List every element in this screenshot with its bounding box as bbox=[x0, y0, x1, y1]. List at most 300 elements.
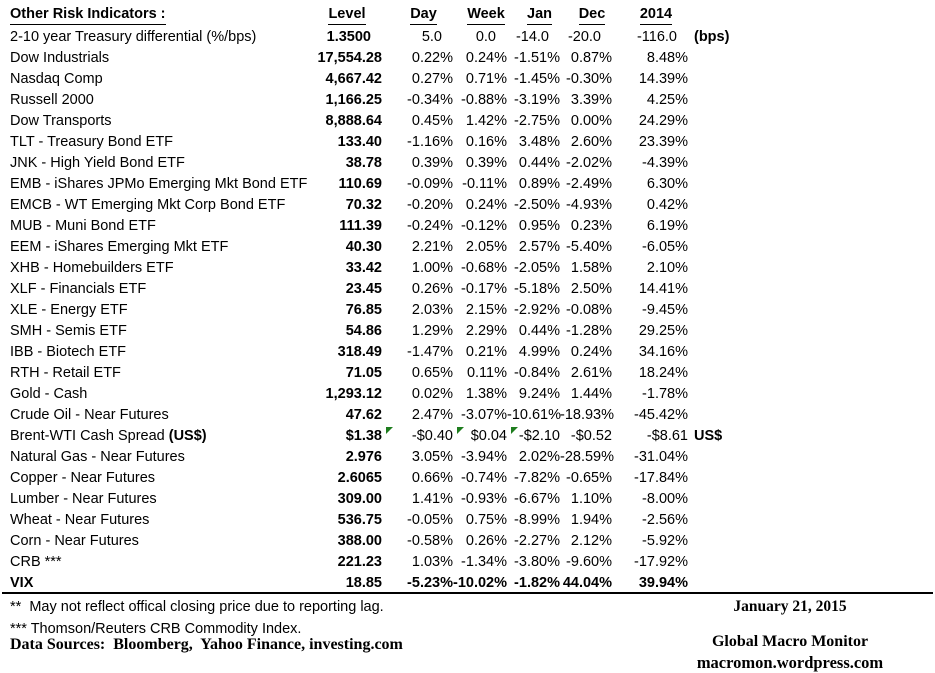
cell-value: 1.94% bbox=[570, 511, 612, 528]
cell-jan bbox=[507, 152, 560, 173]
row-label-text: Gold - Cash bbox=[10, 385, 88, 402]
footnote-reporting-lag: ** May not reflect offical closing price due to reporting lag. bbox=[10, 599, 384, 615]
cell-value: -3.19% bbox=[514, 91, 560, 108]
row-label bbox=[0, 425, 300, 446]
cell-value: 0.44% bbox=[518, 322, 560, 339]
cell-y2014 bbox=[612, 467, 688, 488]
cell-y2014 bbox=[612, 446, 688, 467]
cell-value: 1.00% bbox=[411, 259, 453, 276]
cell-value: -0.74% bbox=[461, 469, 507, 486]
row-label-text: TLT - Treasury Bond ETF bbox=[10, 133, 174, 150]
cell-week bbox=[453, 467, 507, 488]
row-label-text: XHB - Homebuilders ETF bbox=[10, 259, 174, 276]
cell-day bbox=[382, 404, 453, 425]
column-header-label: Jan bbox=[527, 7, 552, 24]
cell-value: 1.44% bbox=[570, 385, 612, 402]
cell-value: -0.08% bbox=[566, 301, 612, 318]
cell-y2014 bbox=[612, 131, 688, 152]
cell-day bbox=[382, 467, 453, 488]
cell-value: 0.00% bbox=[570, 112, 612, 129]
cell-value: -28.59% bbox=[560, 448, 615, 465]
row-label-text: VIX bbox=[10, 574, 34, 591]
cell-value: 1.03% bbox=[411, 553, 453, 570]
cell-level bbox=[300, 404, 382, 425]
cell-value: 0.75% bbox=[465, 511, 507, 528]
cell-jan bbox=[507, 530, 560, 551]
row-label-text: 2-10 year Treasury differential (%/bps) bbox=[10, 28, 257, 45]
row-label bbox=[0, 404, 300, 425]
table-row bbox=[0, 404, 935, 425]
cell-y2014 bbox=[612, 215, 688, 236]
table-title: Other Risk Indicators : bbox=[10, 7, 166, 24]
cell-value: 2.02% bbox=[518, 448, 560, 465]
data-sources-line: Data Sources: Bloomberg, Yahoo Finance, investing.com bbox=[10, 636, 403, 653]
cell-value: -2.50% bbox=[514, 196, 560, 213]
row-label bbox=[0, 236, 300, 257]
row-label bbox=[0, 362, 300, 383]
table-row bbox=[0, 362, 935, 383]
table-row bbox=[0, 530, 935, 551]
cell-level bbox=[300, 215, 382, 236]
cell-y2014 bbox=[612, 551, 688, 572]
cell-value: 2.12% bbox=[570, 532, 612, 549]
row-label-text: IBB - Biotech ETF bbox=[10, 343, 127, 360]
row-unit-note bbox=[688, 320, 935, 341]
row-unit-note bbox=[688, 299, 935, 320]
cell-day bbox=[382, 152, 453, 173]
cell-value: 8,888.64 bbox=[325, 112, 382, 129]
cell-day bbox=[382, 320, 453, 341]
cell-day bbox=[382, 488, 453, 509]
row-unit-note bbox=[688, 362, 935, 383]
cell-jan bbox=[507, 404, 560, 425]
cell-value: 40.30 bbox=[345, 238, 382, 255]
cell-week bbox=[453, 278, 507, 299]
row-label-text: JNK - High Yield Bond ETF bbox=[10, 154, 185, 171]
cell-value: -1.34% bbox=[461, 553, 507, 570]
cell-value: 17,554.28 bbox=[317, 49, 382, 66]
cell-level bbox=[300, 26, 382, 47]
cell-value: 2.21% bbox=[411, 238, 453, 255]
row-unit-note bbox=[688, 236, 935, 257]
cell-dec bbox=[560, 383, 612, 404]
cell-value: 18.85 bbox=[345, 574, 382, 591]
row-label bbox=[0, 89, 300, 110]
cell-value: 0.11% bbox=[466, 364, 507, 381]
cell-value: 1.3500 bbox=[326, 28, 371, 45]
cell-value: -0.24% bbox=[407, 217, 453, 234]
row-unit-note bbox=[688, 467, 935, 488]
cell-value: 29.25% bbox=[638, 322, 688, 339]
cell-value: 44.04% bbox=[562, 574, 612, 591]
row-label bbox=[0, 509, 300, 530]
cell-y2014 bbox=[612, 572, 688, 593]
cell-dec bbox=[560, 152, 612, 173]
cell-value: 3.39% bbox=[570, 91, 612, 108]
cell-jan bbox=[507, 383, 560, 404]
cell-value: 0.24% bbox=[465, 49, 507, 66]
cell-dec bbox=[560, 425, 612, 446]
footnote-crb-index: *** Thomson/Reuters CRB Commodity Index. bbox=[10, 621, 302, 637]
table-row bbox=[0, 299, 935, 320]
cell-value: -0.05% bbox=[407, 511, 453, 528]
cell-value: 0.87% bbox=[570, 49, 612, 66]
row-label bbox=[0, 110, 300, 131]
cell-value: -9.45% bbox=[642, 301, 688, 318]
cell-value: -2.27% bbox=[514, 532, 560, 549]
cell-value: -9.60% bbox=[566, 553, 612, 570]
cell-dec bbox=[560, 467, 612, 488]
table-row bbox=[0, 257, 935, 278]
cell-value: -$2.10 bbox=[518, 427, 560, 444]
cell-y2014 bbox=[612, 383, 688, 404]
column-header-label: Level bbox=[328, 7, 365, 24]
cell-dec bbox=[560, 68, 612, 89]
cell-value: -2.75% bbox=[514, 112, 560, 129]
cell-week bbox=[453, 383, 507, 404]
cell-value: -5.23% bbox=[407, 574, 453, 591]
table-row bbox=[0, 68, 935, 89]
cell-value: 2.50% bbox=[570, 280, 612, 297]
cell-day bbox=[382, 425, 453, 446]
row-unit-note bbox=[688, 152, 935, 173]
row-label-text: CRB *** bbox=[10, 553, 62, 570]
cell-level bbox=[300, 278, 382, 299]
cell-value: 0.24% bbox=[465, 196, 507, 213]
table-row bbox=[0, 341, 935, 362]
cell-dec bbox=[560, 446, 615, 467]
column-header-2014 bbox=[612, 5, 688, 26]
cell-value: -0.34% bbox=[407, 91, 453, 108]
cell-value: 23.45 bbox=[345, 280, 382, 297]
row-unit-note bbox=[688, 425, 935, 446]
cell-value: 38.78 bbox=[345, 154, 382, 171]
cell-week bbox=[453, 47, 507, 68]
cell-value: 1,293.12 bbox=[325, 385, 382, 402]
row-label bbox=[0, 152, 300, 173]
cell-y2014 bbox=[612, 26, 688, 47]
row-label-text: Copper - Near Futures bbox=[10, 469, 156, 486]
cell-value: -5.40% bbox=[566, 238, 612, 255]
table-row bbox=[0, 110, 935, 131]
cell-dec bbox=[560, 488, 612, 509]
cell-dec bbox=[560, 257, 612, 278]
table-row bbox=[0, 383, 935, 404]
cell-value: 24.29% bbox=[638, 112, 688, 129]
cell-jan bbox=[507, 26, 560, 47]
cell-value: 111.39 bbox=[339, 217, 382, 234]
cell-value: 71.05 bbox=[345, 364, 382, 381]
cell-value: 76.85 bbox=[345, 301, 382, 318]
cell-value: -4.93% bbox=[566, 196, 612, 213]
row-label bbox=[0, 26, 300, 47]
cell-jan bbox=[507, 509, 560, 530]
row-label bbox=[0, 488, 300, 509]
cell-value: -0.93% bbox=[461, 490, 507, 507]
cell-value: -20.0 bbox=[567, 28, 601, 45]
row-label-bold-text: (US$) bbox=[168, 427, 207, 444]
cell-value: 1.38% bbox=[465, 385, 507, 402]
cell-value: 0.26% bbox=[411, 280, 453, 297]
row-label-text: Natural Gas - Near Futures bbox=[10, 448, 185, 465]
row-label-text: EEM - iShares Emerging Mkt ETF bbox=[10, 238, 229, 255]
cell-value: -0.84% bbox=[514, 364, 560, 381]
cell-y2014 bbox=[612, 530, 688, 551]
row-unit-note bbox=[688, 572, 935, 593]
row-label-text: XLF - Financials ETF bbox=[10, 280, 147, 297]
column-header-level bbox=[300, 5, 382, 26]
cell-y2014 bbox=[612, 320, 688, 341]
cell-y2014 bbox=[612, 257, 688, 278]
table-row bbox=[0, 152, 935, 173]
cell-value: 2.10% bbox=[646, 259, 688, 276]
cell-value: -6.05% bbox=[642, 238, 688, 255]
cell-value: -3.07% bbox=[461, 406, 507, 423]
row-label-text: Crude Oil - Near Futures bbox=[10, 406, 169, 423]
cell-y2014 bbox=[612, 47, 688, 68]
cell-value: -0.88% bbox=[461, 91, 507, 108]
row-label bbox=[0, 551, 300, 572]
cell-day bbox=[382, 26, 453, 47]
cell-week bbox=[453, 341, 507, 362]
cell-level bbox=[300, 530, 382, 551]
cell-week bbox=[453, 110, 507, 131]
cell-jan bbox=[507, 572, 560, 593]
cell-week bbox=[453, 299, 507, 320]
cell-value: -8.00% bbox=[642, 490, 688, 507]
cell-value: 0.42% bbox=[646, 196, 688, 213]
cell-value: 1.58% bbox=[570, 259, 612, 276]
cell-level bbox=[300, 68, 382, 89]
cell-dec bbox=[560, 236, 612, 257]
column-header-label: 2014 bbox=[640, 7, 672, 24]
cell-value: 0.27% bbox=[411, 70, 453, 87]
cell-value: 4.99% bbox=[518, 343, 560, 360]
cell-y2014 bbox=[612, 236, 688, 257]
row-unit-note bbox=[688, 257, 935, 278]
cell-level bbox=[300, 110, 382, 131]
cell-value: 1.10% bbox=[570, 490, 612, 507]
row-label bbox=[0, 383, 300, 404]
cell-value: -$0.40 bbox=[411, 427, 453, 444]
cell-day bbox=[382, 194, 453, 215]
brand-name: Global Macro Monitor bbox=[711, 633, 869, 650]
cell-y2014 bbox=[612, 362, 688, 383]
cell-y2014 bbox=[612, 488, 688, 509]
cell-value: 2.03% bbox=[411, 301, 453, 318]
row-label-text: Russell 2000 bbox=[10, 91, 94, 108]
table-row bbox=[0, 278, 935, 299]
cell-value: 0.44% bbox=[518, 154, 560, 171]
cell-value: -1.28% bbox=[566, 322, 612, 339]
cell-value: -14.0 bbox=[515, 28, 549, 45]
cell-dec bbox=[560, 551, 612, 572]
cell-y2014 bbox=[612, 173, 688, 194]
column-header-label: Day bbox=[410, 7, 437, 24]
row-unit-note bbox=[688, 509, 935, 530]
cell-value: 221.23 bbox=[337, 553, 382, 570]
cell-dec bbox=[560, 320, 612, 341]
cell-week bbox=[453, 131, 507, 152]
cell-week bbox=[453, 509, 507, 530]
cell-value: -2.49% bbox=[566, 175, 612, 192]
cell-value: -17.92% bbox=[633, 553, 688, 570]
cell-value: 0.21% bbox=[465, 343, 507, 360]
table-row bbox=[0, 26, 935, 47]
cell-value: 388.00 bbox=[337, 532, 382, 549]
cell-jan bbox=[507, 551, 560, 572]
row-label bbox=[0, 215, 300, 236]
row-unit-note bbox=[688, 173, 935, 194]
risk-indicators-table bbox=[0, 5, 935, 593]
cell-value: 1.41% bbox=[411, 490, 453, 507]
cell-value: -0.11% bbox=[462, 175, 507, 192]
row-label-text: Dow Transports bbox=[10, 112, 112, 129]
cell-jan bbox=[507, 488, 560, 509]
cell-week bbox=[453, 68, 507, 89]
cell-level bbox=[300, 257, 382, 278]
cell-value: 3.48% bbox=[518, 133, 560, 150]
cell-level bbox=[300, 320, 382, 341]
cell-level bbox=[300, 194, 382, 215]
cell-level bbox=[300, 572, 382, 593]
cell-level bbox=[300, 47, 382, 68]
cell-day bbox=[382, 446, 453, 467]
cell-day bbox=[382, 68, 453, 89]
cell-value: 1.29% bbox=[411, 322, 453, 339]
cell-value: -0.58% bbox=[407, 532, 453, 549]
cell-value: -0.68% bbox=[461, 259, 507, 276]
cell-day bbox=[382, 530, 453, 551]
cell-value: 0.0 bbox=[475, 28, 496, 45]
cell-level bbox=[300, 173, 382, 194]
cell-jan bbox=[507, 236, 560, 257]
column-header-jan bbox=[507, 5, 560, 26]
cell-value: 14.39% bbox=[638, 70, 688, 87]
cell-value: 4.25% bbox=[646, 91, 688, 108]
table-row bbox=[0, 47, 935, 68]
brand-url: macromon.wordpress.com bbox=[696, 653, 884, 672]
row-unit-note bbox=[688, 68, 935, 89]
cell-value: 0.39% bbox=[465, 154, 507, 171]
cell-level bbox=[300, 152, 382, 173]
row-label bbox=[0, 320, 300, 341]
row-label bbox=[0, 194, 300, 215]
cell-value: -18.93% bbox=[560, 406, 615, 423]
cell-dec bbox=[560, 173, 612, 194]
cell-day bbox=[382, 551, 453, 572]
cell-week bbox=[453, 404, 507, 425]
cell-jan bbox=[507, 299, 560, 320]
cell-dec bbox=[560, 509, 612, 530]
cell-value: 8.48% bbox=[646, 49, 688, 66]
cell-week bbox=[453, 488, 507, 509]
cell-day bbox=[382, 362, 453, 383]
row-label bbox=[0, 257, 300, 278]
cell-week bbox=[453, 446, 507, 467]
cell-dec bbox=[560, 194, 612, 215]
cell-value: -8.99% bbox=[514, 511, 560, 528]
cell-value: 2.47% bbox=[411, 406, 453, 423]
cell-y2014 bbox=[612, 152, 688, 173]
cell-comment-flag-icon bbox=[386, 427, 393, 434]
cell-dec bbox=[560, 110, 612, 131]
cell-jan bbox=[507, 131, 560, 152]
cell-value: 0.66% bbox=[411, 469, 453, 486]
row-label bbox=[0, 572, 300, 593]
table-row bbox=[0, 131, 935, 152]
cell-y2014 bbox=[612, 89, 688, 110]
unit-note-text: (bps) bbox=[694, 28, 730, 45]
cell-value: 54.86 bbox=[345, 322, 382, 339]
cell-value: $1.38 bbox=[345, 427, 382, 444]
cell-value: 18.24% bbox=[638, 364, 688, 381]
cell-dec bbox=[560, 215, 612, 236]
cell-value: -1.45% bbox=[514, 70, 560, 87]
cell-jan bbox=[507, 278, 560, 299]
row-label-text: EMB - iShares JPMo Emerging Mkt Bond ETF bbox=[10, 175, 308, 192]
cell-value: -45.42% bbox=[633, 406, 688, 423]
cell-value: 1.42% bbox=[465, 112, 507, 129]
cell-value: -2.02% bbox=[566, 154, 612, 171]
cell-value: -4.39% bbox=[642, 154, 688, 171]
cell-jan bbox=[507, 467, 560, 488]
cell-week bbox=[453, 572, 507, 593]
column-header-label: Week bbox=[467, 7, 505, 24]
cell-day bbox=[382, 572, 453, 593]
cell-value: 309.00 bbox=[337, 490, 382, 507]
cell-value: 6.30% bbox=[646, 175, 688, 192]
cell-jan bbox=[507, 257, 560, 278]
table-row bbox=[0, 425, 935, 446]
cell-y2014 bbox=[612, 278, 688, 299]
cell-y2014 bbox=[612, 404, 688, 425]
cell-value: 3.05% bbox=[411, 448, 453, 465]
cell-value: 0.16% bbox=[465, 133, 507, 150]
cell-value: 70.32 bbox=[345, 196, 382, 213]
cell-level bbox=[300, 446, 382, 467]
row-unit-note bbox=[688, 530, 935, 551]
row-label-text: XLE - Energy ETF bbox=[10, 301, 128, 318]
cell-value: -2.56% bbox=[642, 511, 688, 528]
cell-week bbox=[453, 26, 507, 47]
row-unit-note bbox=[688, 551, 935, 572]
cell-value: 0.24% bbox=[570, 343, 612, 360]
cell-value: 2.15% bbox=[465, 301, 507, 318]
cell-value: 0.26% bbox=[465, 532, 507, 549]
row-label bbox=[0, 446, 300, 467]
table-row bbox=[0, 551, 935, 572]
row-label-text: SMH - Semis ETF bbox=[10, 322, 127, 339]
row-label-text: Dow Industrials bbox=[10, 49, 110, 66]
row-unit-note bbox=[688, 47, 935, 68]
cell-dec bbox=[560, 47, 612, 68]
cell-value: 2.05% bbox=[465, 238, 507, 255]
row-label bbox=[0, 173, 308, 194]
cell-day bbox=[382, 509, 453, 530]
cell-comment-flag-icon bbox=[457, 427, 464, 434]
row-label-text: Lumber - Near Futures bbox=[10, 490, 157, 507]
cell-value: 2.29% bbox=[465, 322, 507, 339]
row-label bbox=[0, 467, 300, 488]
table-row bbox=[0, 194, 935, 215]
cell-value: 0.89% bbox=[518, 175, 560, 192]
cell-week bbox=[453, 362, 507, 383]
cell-jan bbox=[507, 425, 560, 446]
row-unit-note bbox=[688, 131, 935, 152]
column-header-dec bbox=[560, 5, 612, 26]
cell-jan bbox=[507, 68, 560, 89]
